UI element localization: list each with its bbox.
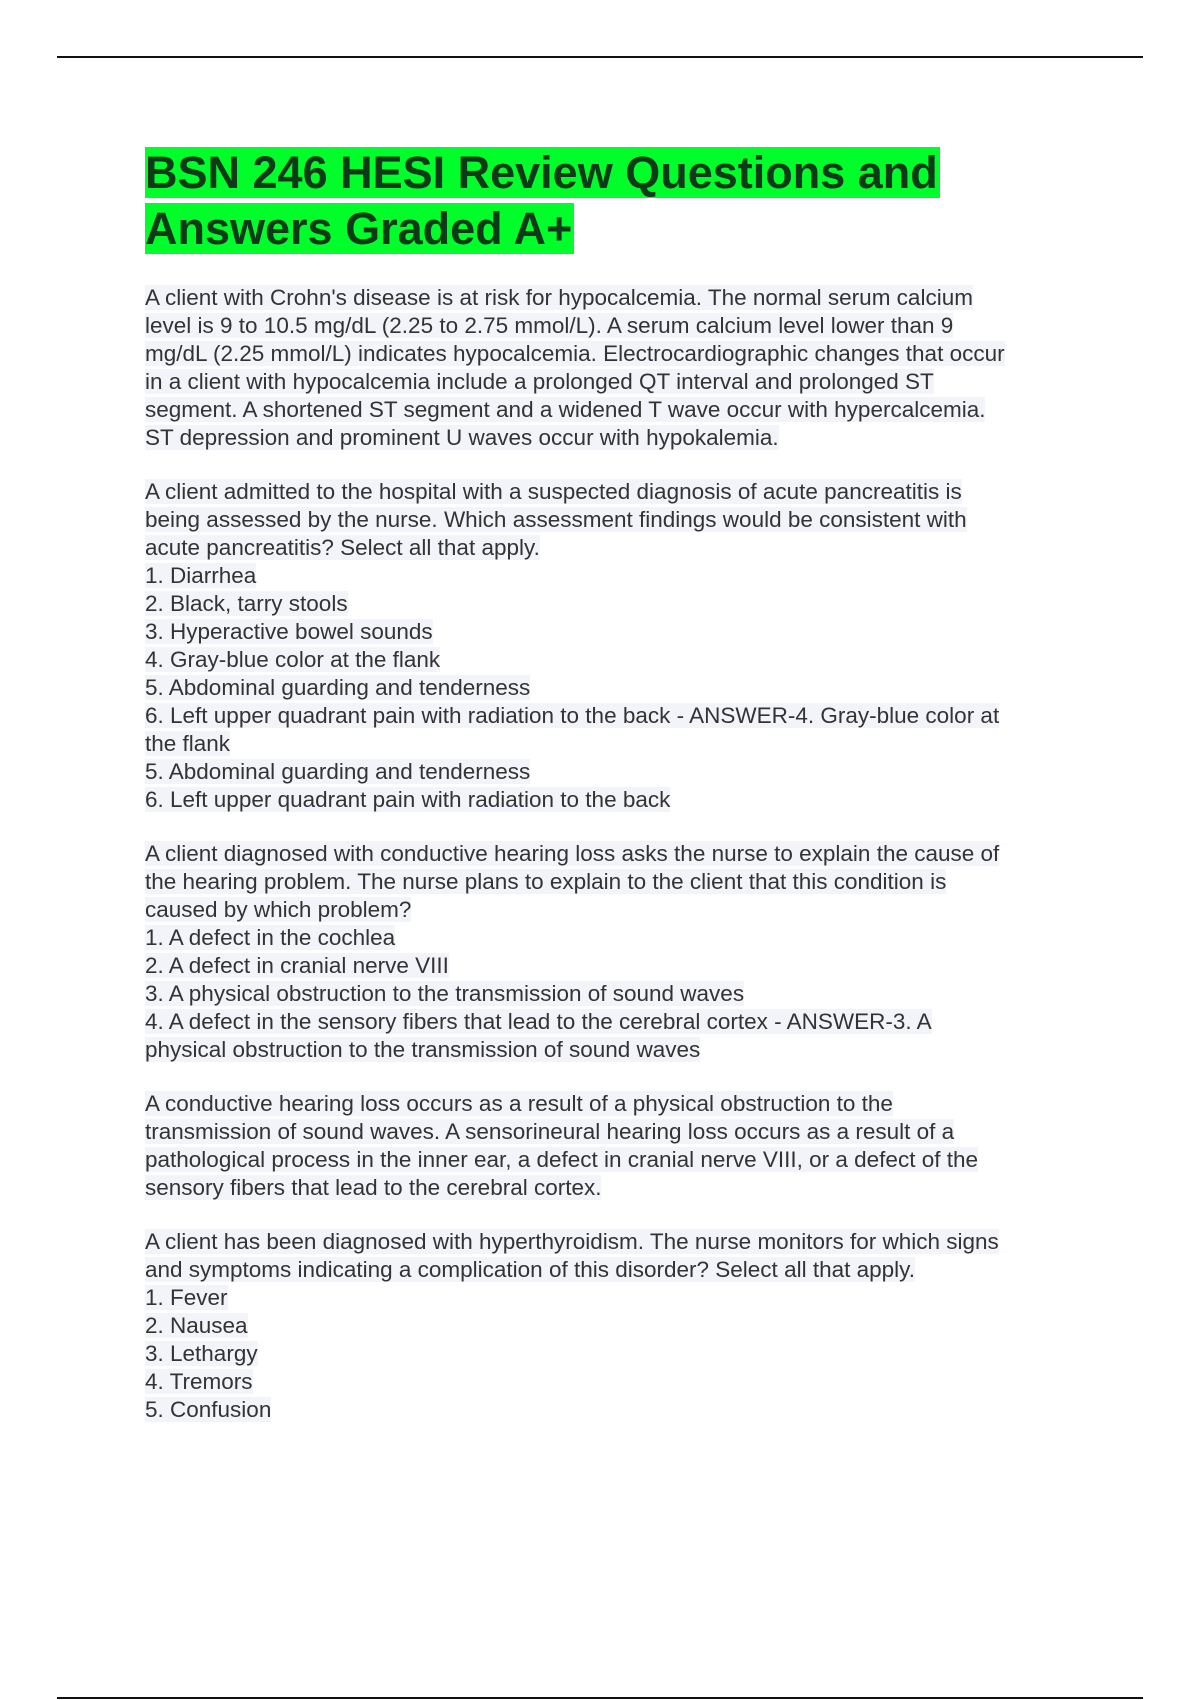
text-line-content: being assessed by the nurse. Which assessment findings would be consistent with (145, 507, 967, 532)
text-line-content: in a client with hypocalcemia include a prolonged QT interval and prolonged ST (145, 369, 934, 394)
text-line-content: 3. Lethargy (145, 1341, 258, 1366)
text-line-content: A client has been diagnosed with hyperthyroidism. The nurse monitors for which signs (145, 1229, 999, 1254)
text-line-content: 6. Left upper quadrant pain with radiation to the back (145, 787, 671, 812)
text-line (145, 674, 1075, 702)
text-line-content: pathological process in the inner ear, a defect in cranial nerve VIII, or a defect of the (145, 1147, 978, 1172)
text-line-content: 2. Nausea (145, 1313, 248, 1338)
text-line (145, 1146, 1075, 1174)
text-line (145, 1174, 1075, 1202)
text-line-content: physical obstruction to the transmission of sound waves (145, 1037, 701, 1062)
text-line (145, 396, 1075, 424)
text-line (145, 1396, 1075, 1424)
text-line (145, 1368, 1075, 1396)
text-line-content: A conductive hearing loss occurs as a result of a physical obstruction to the (145, 1091, 893, 1116)
text-line-content: and symptoms indicating a complication of this disorder? Select all that apply. (145, 1257, 915, 1282)
text-line-content: 1. Diarrhea (145, 563, 257, 588)
text-line-content: segment. A shortened ST segment and a widened T wave occur with hypercalcemia. (145, 397, 986, 422)
text-line (145, 730, 1075, 758)
text-line-content: sensory fibers that lead to the cerebral cortex. (145, 1175, 602, 1200)
text-line-content: transmission of sound waves. A sensorineural hearing loss occurs as a result of a (145, 1119, 955, 1144)
text-line (145, 1284, 1075, 1312)
text-line-content: 2. A defect in cranial nerve VIII (145, 953, 449, 978)
text-line (145, 896, 1075, 924)
text-line (145, 506, 1075, 534)
text-line-content: A client with Crohn's disease is at risk for hypocalcemia. The normal serum calcium (145, 285, 973, 310)
text-line-content: 1. A defect in the cochlea (145, 925, 396, 950)
text-line (145, 1036, 1075, 1064)
text-line (145, 340, 1075, 368)
text-line-content: the flank (145, 731, 231, 756)
text-line-content: 5. Abdominal guarding and tenderness (145, 759, 531, 784)
text-line (145, 1008, 1075, 1036)
text-line-content: 3. Hyperactive bowel sounds (145, 619, 433, 644)
paragraph-block (145, 478, 1075, 814)
paragraph-block (145, 1228, 1075, 1424)
text-line (145, 284, 1075, 312)
top-rule (57, 56, 1143, 58)
text-line-content: 4. A defect in the sensory fibers that lead to the cerebral cortex - ANSWER-3. A (145, 1009, 932, 1034)
text-line (145, 424, 1075, 452)
text-line-content: 5. Confusion (145, 1397, 272, 1422)
paragraph-block (145, 840, 1075, 1064)
text-line (145, 1090, 1075, 1118)
text-line-content: acute pancreatitis? Select all that apply. (145, 535, 540, 560)
text-line-content: 4. Gray-blue color at the flank (145, 647, 441, 672)
text-line-content: 5. Abdominal guarding and tenderness (145, 675, 531, 700)
text-line (145, 980, 1075, 1008)
text-line-content: caused by which problem? (145, 897, 412, 922)
text-line (145, 758, 1075, 786)
paragraph-block (145, 1090, 1075, 1202)
text-line-content: mg/dL (2.25 mmol/L) indicates hypocalcemia. Electrocardiographic changes that occur (145, 341, 1005, 366)
text-line-content: the hearing problem. The nurse plans to explain to the client that this condition is (145, 869, 947, 894)
document-title (145, 145, 1025, 257)
paragraph-block (145, 284, 1075, 452)
text-line (145, 924, 1075, 952)
title-line: BSN 246 HESI Review Questions and (145, 147, 938, 198)
text-line (145, 702, 1075, 730)
document-body (145, 284, 1075, 1450)
text-line (145, 1312, 1075, 1340)
text-line (145, 1256, 1075, 1284)
text-line (145, 312, 1075, 340)
text-line-content: A client admitted to the hospital with a suspected diagnosis of acute pancreatitis is (145, 479, 962, 504)
text-line-content: 2. Black, tarry stools (145, 591, 348, 616)
text-line-content: 1. Fever (145, 1285, 228, 1310)
text-line (145, 840, 1075, 868)
bottom-rule (57, 1697, 1143, 1699)
text-line (145, 478, 1075, 506)
text-line-content: ST depression and prominent U waves occur with hypokalemia. (145, 425, 779, 450)
text-line (145, 1118, 1075, 1146)
text-line-content: level is 9 to 10.5 mg/dL (2.25 to 2.75 mmol/L). A serum calcium level lower than 9 (145, 313, 954, 338)
text-line (145, 786, 1075, 814)
text-line (145, 868, 1075, 896)
text-line (145, 534, 1075, 562)
text-line (145, 618, 1075, 646)
text-line (145, 1340, 1075, 1368)
text-line (145, 646, 1075, 674)
text-line (145, 952, 1075, 980)
text-line-content: 4. Tremors (145, 1369, 253, 1394)
text-line-content: 6. Left upper quadrant pain with radiation to the back - ANSWER-4. Gray-blue color at (145, 703, 1000, 728)
text-line (145, 368, 1075, 396)
text-line-content: 3. A physical obstruction to the transmission of sound waves (145, 981, 745, 1006)
title-line: Answers Graded A+ (145, 203, 573, 254)
text-line-content: A client diagnosed with conductive hearing loss asks the nurse to explain the cause of (145, 841, 1000, 866)
text-line (145, 590, 1075, 618)
text-line (145, 1228, 1075, 1256)
text-line (145, 562, 1075, 590)
